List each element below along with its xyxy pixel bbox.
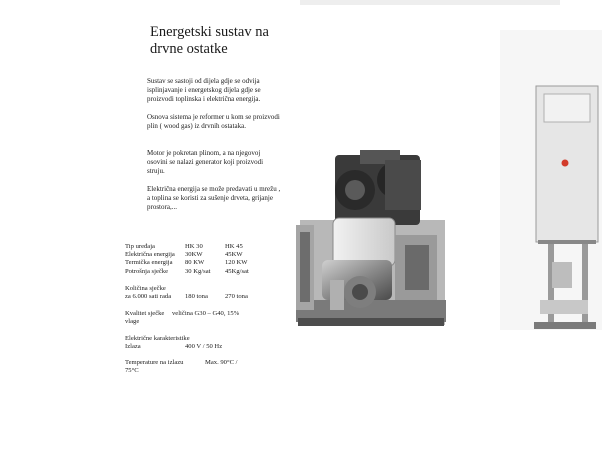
table-cell: 45KW	[225, 251, 243, 259]
quantity-label: Količina sječke	[125, 285, 166, 292]
header-cell: HK 45	[225, 243, 243, 250]
table-cell: 120 KW	[225, 259, 248, 267]
quantity-hk45: 270 tona	[225, 293, 248, 301]
description-paragraph-3: Motor je pokretan plinom, a na njegovoj osovini se nalazi generator koji proizvodi struju.	[147, 149, 264, 176]
quality-value: veličina G30 – G40, 15%	[172, 310, 240, 317]
title-line-2: drvne ostatke	[150, 41, 228, 57]
table-cell: 30 Kg/sat	[185, 267, 211, 275]
quality-value-line-2: vlage	[125, 318, 140, 326]
temperature-value-line-2: 75°C	[125, 367, 139, 375]
table-cell: Električna energija	[125, 251, 175, 259]
electrical-output-value: 400 V / 50 Hz	[185, 343, 223, 351]
quantity-sub-label: za 6.000 sati rada	[125, 293, 172, 301]
electrical-label: Električne karakteristike	[125, 335, 190, 342]
temperature-value: Max. 90°C /	[205, 359, 238, 366]
description-paragraph-4: Električna energija se može predavati u mrežu , a toplina se koristi za sušenje drveta, grijanje prostora,...	[147, 185, 281, 212]
description-paragraph-2: Osnova sistema je reformer u kom se proizvodi plin ( wood gas) iz drvnih ostataka.	[147, 113, 280, 131]
header-cell: Tip uređaja	[125, 243, 155, 250]
title-line-1: Energetski sustav na	[150, 24, 269, 40]
electrical-output-label: Izlaza	[125, 343, 141, 351]
table-cell: 80 KW	[185, 259, 205, 267]
quality-label: Kvalitet sječke	[125, 310, 165, 317]
temperature-label: Temperature na izlazu	[125, 359, 184, 366]
table-cell: Potrošnja sječke	[125, 267, 169, 275]
table-cell: Termička energija	[125, 259, 173, 267]
quantity-hk30: 180 tona	[185, 293, 208, 301]
table-cell: 45Kg/sat	[225, 267, 249, 275]
description-paragraph-1: Sustav se sastoji od dijela gdje se odvija isplinjavanje i energetskog dijela gdje se proizvodi toplinska i električna energija.	[147, 77, 261, 104]
header-cell: HK 30	[185, 243, 203, 250]
generator-unit-image	[296, 150, 446, 326]
table-cell: 30KW	[185, 251, 203, 259]
